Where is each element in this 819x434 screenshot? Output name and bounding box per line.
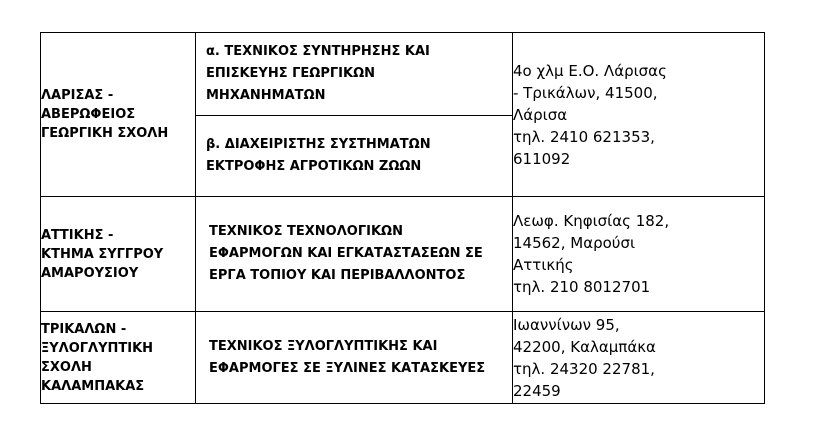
address-cell: Λεωφ. Κηφισίας 182, 14562, Μαρούσι Αττικής τηλ. 210 8012701 [513, 197, 765, 312]
address-cell: 4ο χλμ Ε.Ο. Λάρισας - Τρικάλων, 41500, Λάρισα τηλ. 2410 621353, 611092 [513, 33, 765, 197]
schools-table [40, 32, 765, 404]
table-row [41, 33, 765, 116]
specialty-cell: α. ΤΕΧΝΙΚΟΣ ΣΥΝΤΗΡΗΣΗΣ ΚΑΙ ΕΠΙΣΚΕΥΗΣ ΓΕΩΡΓΙΚΩΝ ΜΗΧΑΝΗΜΑΤΩΝ [196, 33, 513, 116]
table-row [41, 197, 765, 312]
specialty-cell: ΤΕΧΝΙΚΟΣ ΤΕΧΝΟΛΟΓΙΚΩΝ ΕΦΑΡΜΟΓΩΝ ΚΑΙ ΕΓΚΑΤΑΣΤΑΣΕΩΝ ΣΕ ΕΡΓΑ ΤΟΠΙΟΥ ΚΑΙ ΠΕΡΙΒΑΛΛΟΝΤΟΣ [196, 197, 513, 312]
school-name-cell: ΑΤΤΙΚΗΣ - ΚΤΗΜΑ ΣΥΓΓΡΟΥ ΑΜΑΡΟΥΣΙΟΥ [41, 197, 196, 312]
school-name-cell: ΤΡΙΚΑΛΩΝ - ΞΥΛΟΓΛΥΠΤΙΚΗ ΣΧΟΛΗ ΚΑΛΑΜΠΑΚΑΣ [41, 312, 196, 404]
school-name-cell: ΛΑΡΙΣΑΣ - ΑΒΕΡΩΦΕΙΟΣ ΓΕΩΡΓΙΚΗ ΣΧΟΛΗ [41, 33, 196, 197]
table-row [41, 312, 765, 404]
address-cell: Ιωαννίνων 95, 42200, Καλαμπάκα τηλ. 24320 22781, 22459 [513, 312, 765, 404]
specialty-cell: β. ΔΙΑΧΕΙΡΙΣΤΗΣ ΣΥΣΤΗΜΑΤΩΝ ΕΚΤΡΟΦΗΣ ΑΓΡΟΤΙΚΩΝ ΖΩΩΝ [196, 116, 513, 197]
specialty-cell: ΤΕΧΝΙΚΟΣ ΞΥΛΟΓΛΥΠΤΙΚΗΣ ΚΑΙ ΕΦΑΡΜΟΓΕΣ ΣΕ ΞΥΛΙΝΕΣ ΚΑΤΑΣΚΕΥΕΣ [196, 312, 513, 404]
